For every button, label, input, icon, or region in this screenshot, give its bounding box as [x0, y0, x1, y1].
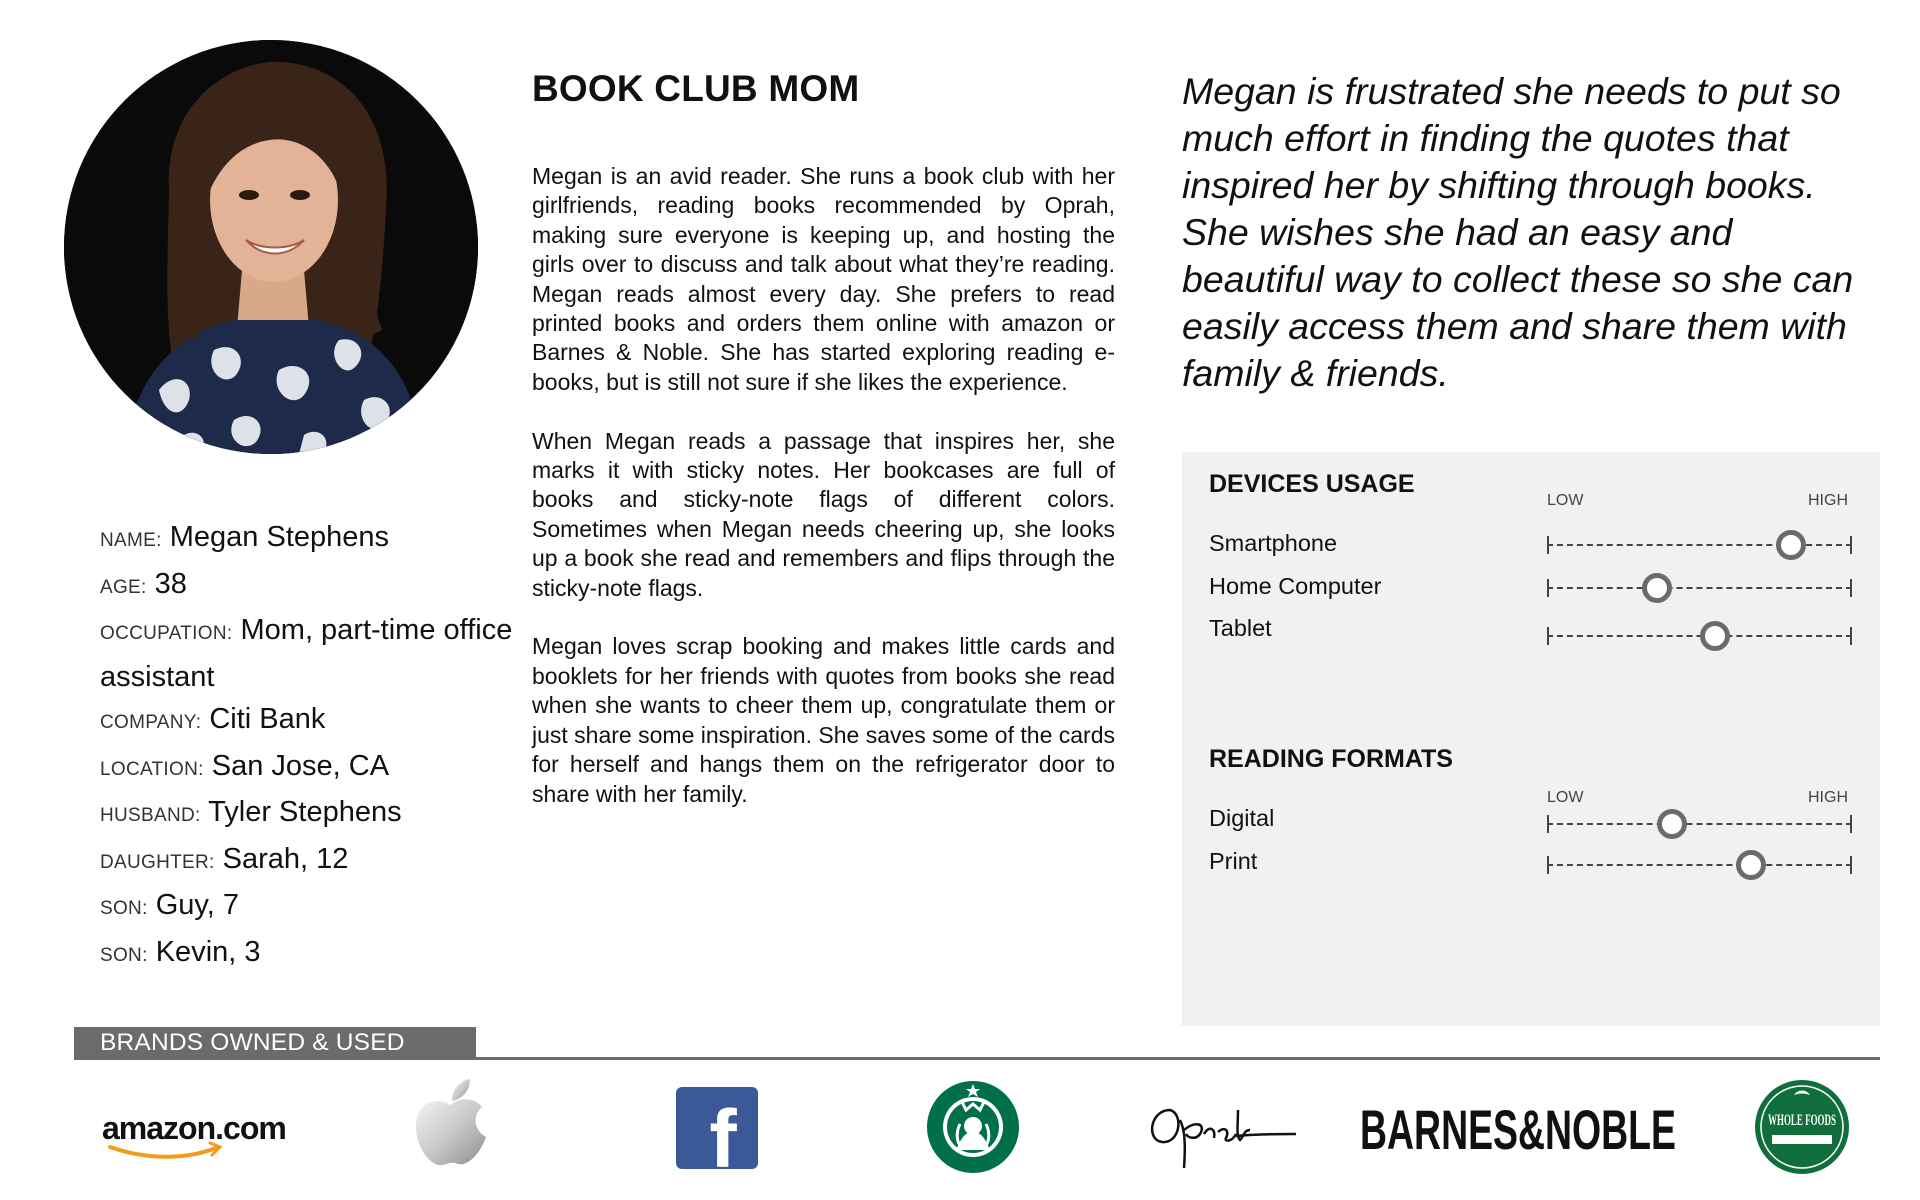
detail-row: [100, 791, 530, 838]
metric-label-print: Print: [1209, 848, 1258, 874]
apple-logo: [410, 1075, 490, 1170]
detail-value: Kevin, 3: [155, 935, 261, 968]
detail-value: Guy, 7: [155, 889, 239, 921]
persona-quote: Megan is frustrated she needs to put so much effort in finding the quotes that inspired her by shifting through books. She wishes she had an easy and beautiful way to collect these so she can easily access them and share them with family & friends.: [1182, 70, 1854, 394]
slider-cap-high: [1850, 579, 1852, 597]
devices-low-label: LOW: [1547, 492, 1584, 509]
detail-key: COMPANY:: [100, 712, 202, 733]
slider-cap-low: [1547, 815, 1549, 833]
metric-label-digital: Digital: [1209, 805, 1275, 831]
slider-home-computer: [1547, 571, 1852, 605]
slider-cap-high: [1850, 856, 1852, 874]
persona-photo: [64, 40, 478, 454]
brands-header: BRANDS OWNED & USED: [74, 1027, 476, 1059]
formats-low-label: LOW: [1547, 789, 1584, 806]
slider-cap-low: [1547, 627, 1549, 645]
slider-cap-low: [1547, 536, 1549, 554]
detail-row: [100, 745, 530, 792]
amazon-logo: [100, 1105, 290, 1165]
slider-cap-high: [1850, 627, 1852, 645]
metric-label-smartphone: Smartphone: [1209, 530, 1338, 556]
detail-value: San Jose, CA: [211, 749, 390, 782]
detail-key: SON:: [100, 944, 148, 966]
detail-value: 38: [154, 567, 187, 600]
bio-paragraph: When Megan reads a passage that inspires her, she marks it with sticky notes. Her bookcases are full of books and sticky-note flags of different colors. Sometimes when Megan needs cheering up, she looks up a book she read and remembers and flips through the sticky-note flags.: [532, 427, 1115, 601]
slider-knob: [1657, 809, 1687, 839]
facebook-logo-text: f: [709, 1094, 737, 1169]
detail-key: LOCATION:: [100, 758, 204, 780]
slider-track: [1547, 864, 1852, 866]
slider-digital: [1547, 807, 1852, 841]
persona-photo-illustration: [64, 40, 478, 454]
reading-formats-title: READING FORMATS: [1209, 745, 1453, 773]
detail-row: [100, 931, 530, 978]
facebook-logo: [676, 1087, 758, 1169]
detail-key: SON:: [100, 898, 148, 919]
bio-paragraph: Megan is an avid reader. She runs a book club with her girlfriends, reading books recommended by Oprah, making sure everyone is keeping up, and hosting the girls over to discuss and talk about what they’re reading. Megan reads almost every day. She prefers to read printed books and orders them online with amazon or Barnes & Noble. She has started exploring reading e-books, but is still not sure if she likes the experience.: [532, 163, 1115, 395]
brands-divider: [74, 1057, 1880, 1060]
metric-label-tablet: Tablet: [1209, 615, 1272, 641]
whole-foods-logo: [1754, 1079, 1850, 1175]
slider-track: [1547, 823, 1852, 825]
detail-key: DAUGHTER:: [100, 851, 215, 873]
devices-usage-title: DEVICES USAGE: [1209, 470, 1415, 498]
detail-row: [100, 563, 530, 610]
slider-tablet: [1547, 619, 1852, 653]
barnes-noble-logo: [1360, 1095, 1680, 1159]
devices-high-label: HIGH: [1808, 492, 1848, 509]
slider-track: [1547, 587, 1852, 589]
detail-row: [100, 516, 530, 563]
detail-row: [100, 838, 530, 885]
slider-knob: [1642, 573, 1672, 603]
slider-cap-high: [1850, 536, 1852, 554]
persona-bio: [532, 162, 1115, 838]
barnes-noble-logo-text: BARNES&NOBLE: [1360, 1098, 1676, 1159]
slider-knob: [1776, 530, 1806, 560]
detail-value: Megan Stephens: [169, 521, 390, 553]
detail-value: Citi Bank: [209, 703, 326, 735]
amazon-logo-text: amazon.com: [102, 1110, 286, 1146]
slider-cap-high: [1850, 815, 1852, 833]
slider-cap-low: [1547, 856, 1549, 874]
detail-key: AGE:: [100, 576, 147, 598]
slider-knob: [1736, 850, 1766, 880]
profile-details: [100, 516, 530, 977]
usage-panel: [1182, 452, 1880, 1026]
detail-value: Sarah, 12: [222, 842, 349, 875]
detail-value: Mom, part-time office assistant: [100, 614, 513, 693]
detail-row: [100, 609, 530, 698]
oprah-signature-logo: [1140, 1080, 1300, 1170]
metric-label-home-computer: Home Computer: [1209, 573, 1382, 599]
detail-row: [100, 698, 530, 745]
starbucks-logo: [926, 1080, 1020, 1174]
slider-smartphone: [1547, 528, 1852, 562]
slider-knob: [1700, 621, 1730, 651]
slider-cap-low: [1547, 579, 1549, 597]
slider-print: [1547, 848, 1852, 882]
whole-foods-logo-text: WHOLE FOODS: [1768, 1112, 1837, 1129]
slider-track: [1547, 544, 1852, 546]
detail-key: HUSBAND:: [100, 805, 201, 826]
detail-key: OCCUPATION:: [100, 623, 233, 644]
bio-paragraph: Megan loves scrap booking and makes little cards and booklets for her friends with quotes from books she read when she wants to cheer them up, congratulate them or just share some inspiration. She saves some of the cards for herself and hangs them on the refrigerator door to share with her family.: [532, 633, 1115, 807]
detail-value: Tyler Stephens: [208, 796, 402, 828]
formats-high-label: HIGH: [1808, 789, 1848, 806]
detail-row: [100, 884, 530, 931]
detail-key: NAME:: [100, 530, 162, 551]
persona-title: BOOK CLUB MOM: [532, 68, 860, 109]
